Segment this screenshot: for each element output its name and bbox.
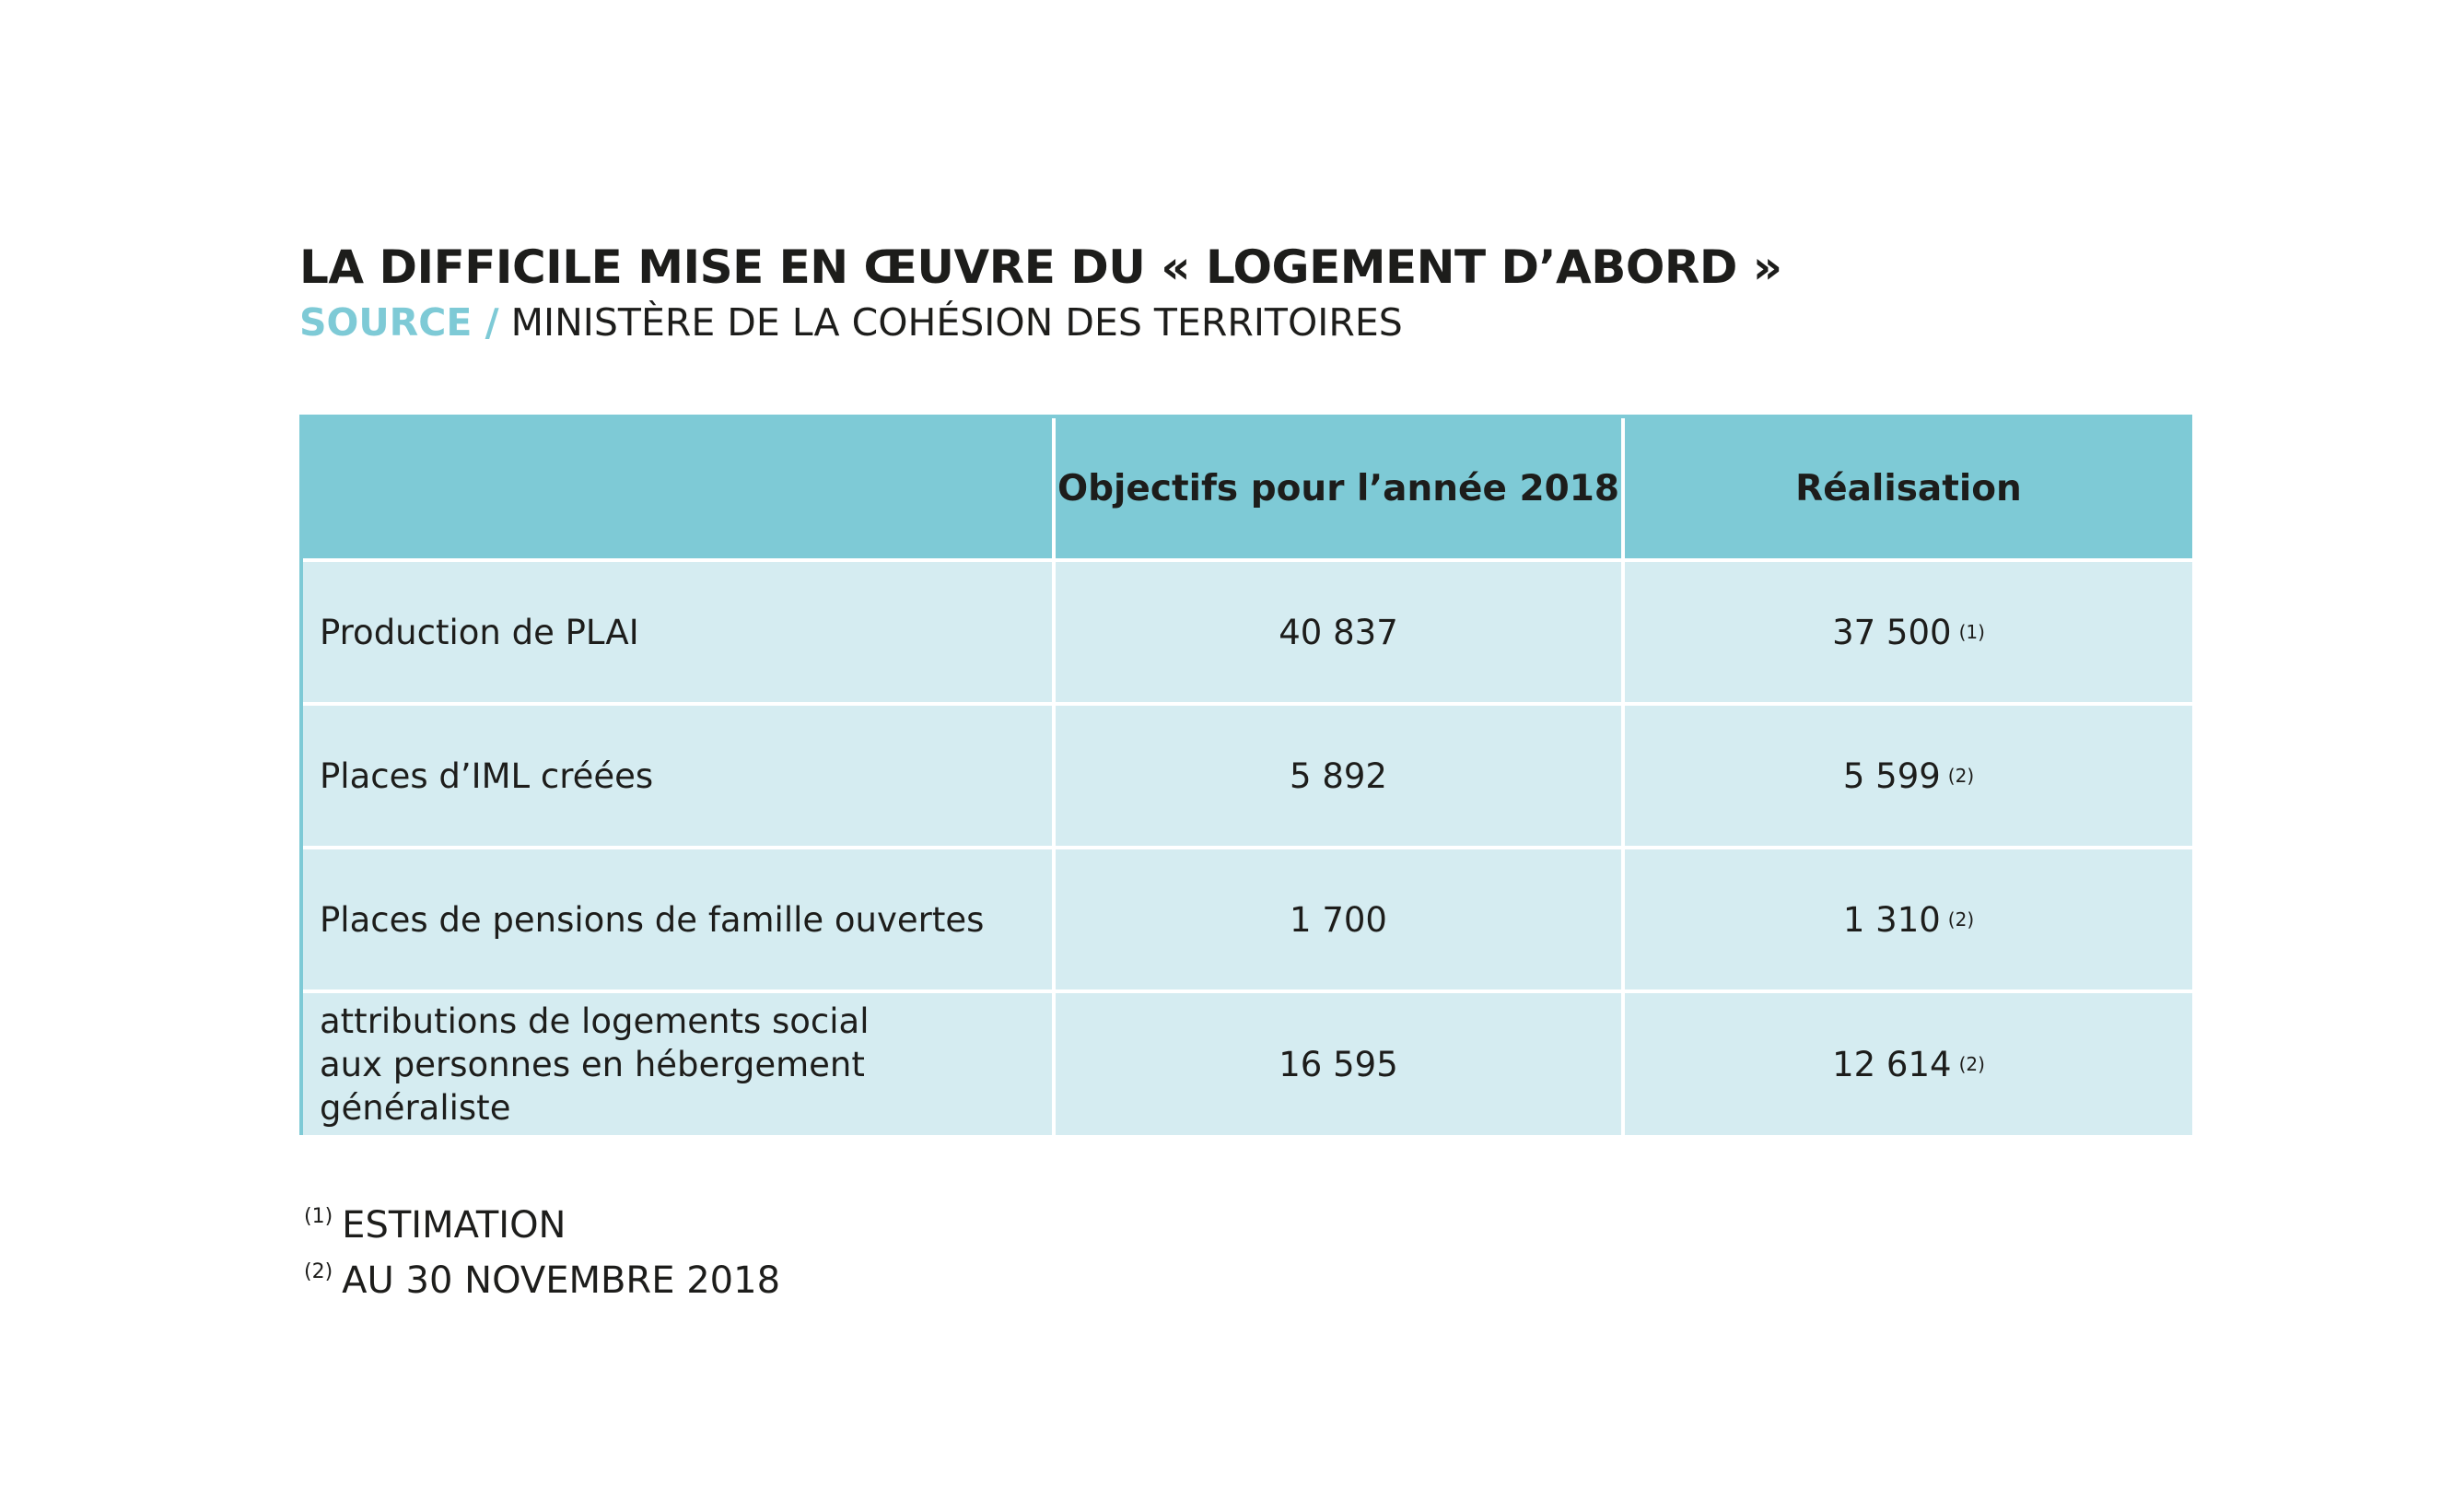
objective-value: 16 595	[1056, 993, 1625, 1135]
footnote	[304, 1198, 780, 1253]
footnote-text: ESTIMATION	[342, 1204, 566, 1247]
table-header-row	[303, 418, 2192, 562]
source-text: MINISTÈRE DE LA COHÉSION DES TERRITOIRES	[510, 300, 1403, 345]
realisation-value: 5 599	[1842, 755, 1941, 796]
realisation-value: 12 614	[1832, 1044, 1952, 1084]
footnote-marker: (2)	[304, 1260, 333, 1283]
row-label-line: Production de PLAI	[320, 612, 639, 652]
page-title: LA DIFFICILE MISE EN ŒUVRE DU « LOGEMENT D’ABORD »	[299, 240, 1782, 294]
table-row	[303, 849, 2192, 993]
row-label	[303, 993, 1056, 1135]
objective-value: 5 892	[1056, 706, 1625, 846]
row-label-line: attributions de logements social	[320, 1001, 870, 1041]
footnote-marker: (1)	[304, 1205, 333, 1228]
header-cell-objectives: Objectifs pour l’année 2018	[1056, 418, 1625, 558]
row-label-line: aux personnes en hébergement généraliste	[320, 1044, 865, 1128]
realisation-value: 37 500	[1832, 612, 1952, 652]
realisation-cell: 5 599 (2)	[1625, 706, 2192, 846]
realisation-value: 1 310	[1842, 899, 1941, 940]
header-cell-label	[303, 418, 1056, 558]
table-row	[303, 706, 2192, 849]
row-label	[303, 706, 1056, 846]
footnote	[304, 1253, 780, 1308]
source-line	[299, 295, 1403, 350]
realisation-cell: 1 310 (2)	[1625, 849, 2192, 989]
table-row	[303, 993, 2192, 1135]
footnote-text: AU 30 NOVEMBRE 2018	[342, 1259, 781, 1302]
footnotes	[304, 1198, 780, 1308]
source-label: SOURCE /	[299, 300, 499, 345]
realisation-cell: 12 614 (2)	[1625, 993, 2192, 1135]
table-row	[303, 562, 2192, 706]
header-cell-realisation: Réalisation	[1625, 418, 2192, 558]
row-label	[303, 849, 1056, 989]
row-label-line: Places de pensions de famille ouvertes	[320, 899, 985, 940]
objective-value: 40 837	[1056, 562, 1625, 702]
objective-value: 1 700	[1056, 849, 1625, 989]
row-label	[303, 562, 1056, 702]
row-label-line: Places d’IML créées	[320, 755, 654, 796]
realisation-cell: 37 500 (1)	[1625, 562, 2192, 702]
